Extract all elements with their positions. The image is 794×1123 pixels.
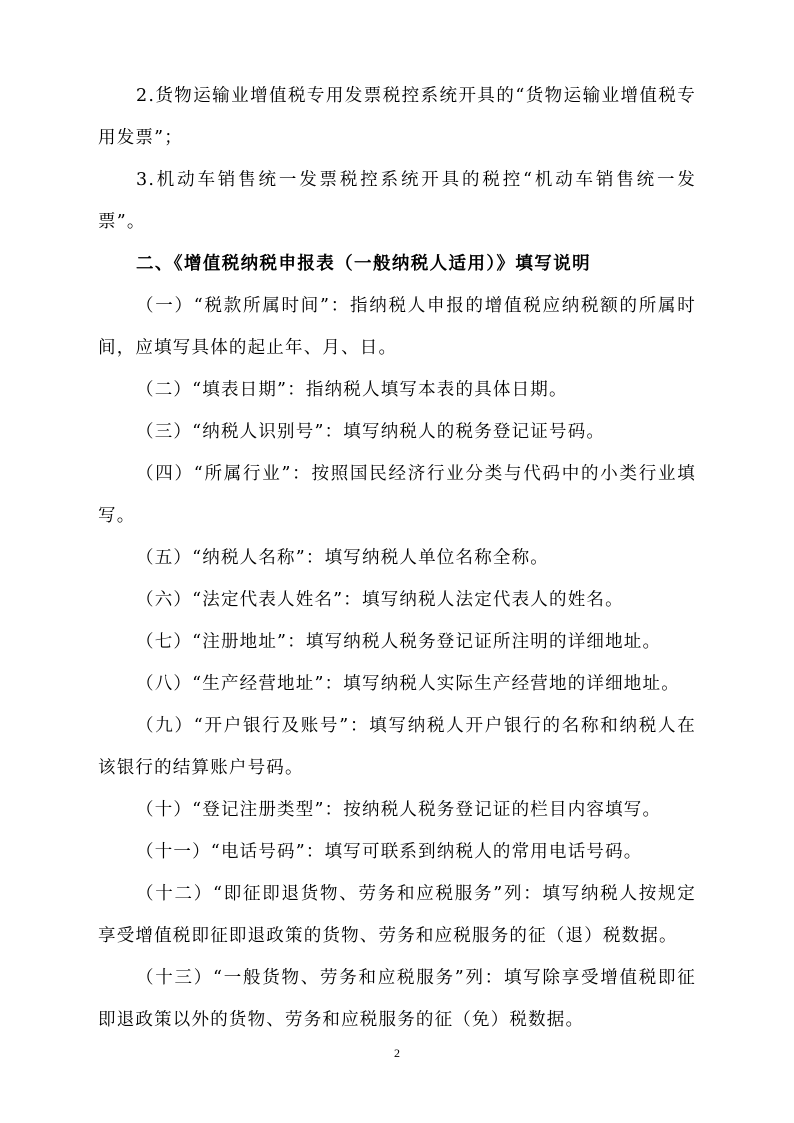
paragraph-business-address: （八）“生产经营地址”：填写纳税人实际生产经营地的详细地址。: [136, 674, 680, 694]
paragraph-reg-address: （七）“注册地址”：填写纳税人税务登记证所注明的详细地址。: [136, 632, 662, 652]
paragraph-item-2: 2.货物运输业增值税专用发票税控系统开具的“货物运输业增值税专用发票”；: [98, 86, 696, 148]
page-number: 2: [394, 1046, 400, 1060]
paragraph-fill-date: （二）“填表日期”：指纳税人填写本表的具体日期。: [136, 380, 568, 400]
paragraph-general-goods: （十三）“一般货物、劳务和应税服务”列：填写除享受增值税即征即退政策以外的货物、劳务和应税服务的征（免）税数据。: [98, 968, 696, 1030]
paragraph-registration-type: （十）“登记注册类型”：按纳税人税务登记证的栏目内容填写。: [136, 800, 662, 820]
paragraph-taxpayer-name: （五）“纳税人名称”：填写纳税人单位名称全称。: [136, 548, 549, 568]
paragraph-taxpayer-id: （三）“纳税人识别号”：填写纳税人的税务登记证号码。: [136, 422, 606, 442]
paragraph-immediate-refund: （十二）“即征即退货物、劳务和应税服务”列：填写纳税人按规定享受增值税即征即退政策的货物、劳务和应税服务的征（退）税数据。: [98, 884, 696, 946]
paragraph-tax-period: （一）“税款所属时间”：指纳税人申报的增值税应纳税额的所属时间，应填写具体的起止年、月、日。: [98, 296, 696, 358]
paragraph-legal-rep: （六）“法定代表人姓名”：填写纳税人法定代表人的姓名。: [136, 590, 624, 610]
paragraph-bank-account: （九）“开户银行及账号”：填写纳税人开户银行的名称和纳税人在该银行的结算账户号码。: [98, 716, 696, 778]
paragraph-phone: （十一）“电话号码”：填写可联系到纳税人的常用电话号码。: [136, 842, 643, 862]
paragraph-industry: （四）“所属行业”：按照国民经济行业分类与代码中的小类行业填写。: [98, 464, 696, 526]
paragraph-item-3: 3.机动车销售统一发票税控系统开具的税控“机动车销售统一发票”。: [98, 170, 696, 232]
section-heading: 二、《增值税纳税申报表（一般纳税人适用）》填写说明: [136, 254, 591, 274]
